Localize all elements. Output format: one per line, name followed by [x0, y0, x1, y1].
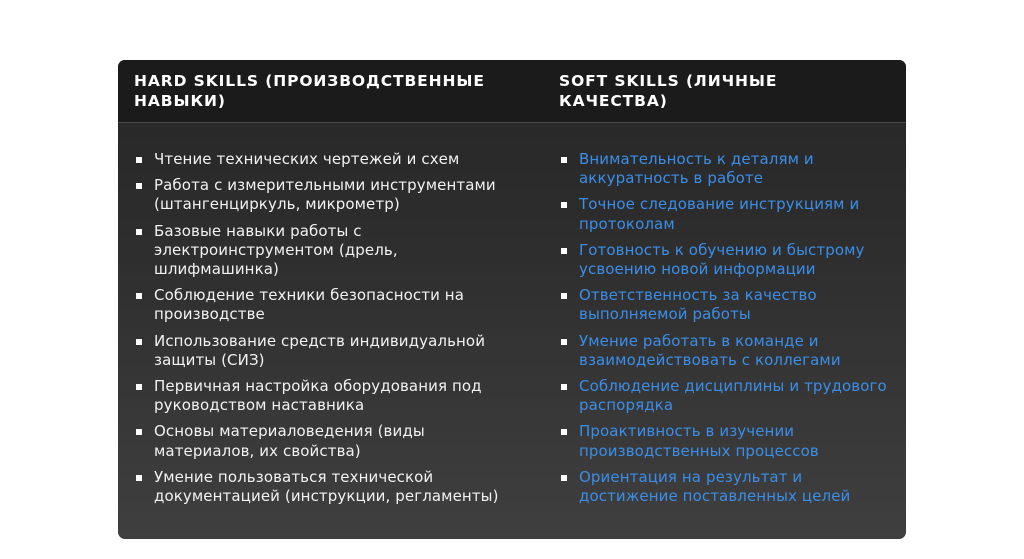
soft-skill-link[interactable]: Точное следование инструкциям и протоколам [579, 195, 860, 233]
soft-skill-item[interactable] [561, 150, 891, 188]
hard-skill-text: Умение пользоваться технической документацией (инструкции, регламенты) [154, 467, 499, 506]
hard-skill-text: Чтение технических чертежей и схем [154, 150, 460, 168]
square-bullet-icon [561, 475, 567, 481]
hard-skill-item [136, 332, 526, 370]
square-bullet-icon [561, 339, 567, 345]
soft-skill-link[interactable]: Ориентация на результат и достижение поставленных целей [579, 467, 851, 506]
square-bullet-icon [136, 429, 142, 435]
hard-skill-text: Работа с измерительными инструментами (штангенциркуль, микрометр) [154, 176, 496, 214]
hard-skill-text: Основы материаловедения (виды материалов, их свойства) [154, 422, 425, 460]
soft-skill-link[interactable]: Внимательность к деталям и аккуратность в работе [579, 150, 814, 188]
hard-skill-item [136, 222, 526, 280]
hard-skill-text: Базовые навыки работы с электроинструментом (дрель, шлифмашинка) [154, 221, 398, 279]
soft-skills-title: SOFT SKILLS (ЛИЧНЫЕ КАЧЕСТВА) [559, 72, 778, 110]
square-bullet-icon [136, 183, 142, 189]
soft-skill-item[interactable] [561, 332, 891, 370]
soft-skill-link[interactable]: Умение работать в команде и взаимодействовать с коллегами [579, 331, 841, 369]
square-bullet-icon [136, 475, 142, 481]
soft-skill-link[interactable]: Соблюдение дисциплины и трудового распорядка [579, 377, 887, 415]
hard-skill-item [136, 377, 526, 415]
hard-skills-list [136, 150, 526, 513]
skills-card [118, 60, 906, 539]
soft-skill-item[interactable] [561, 377, 891, 415]
square-bullet-icon [561, 429, 567, 435]
square-bullet-icon [136, 339, 142, 345]
soft-skill-link[interactable]: Ответственность за качество выполняемой работы [579, 286, 817, 324]
soft-skill-link[interactable]: Проактивность в изучении производственных процессов [579, 422, 819, 460]
soft-skill-link[interactable]: Готовность к обучению и быстрому усвоению новой информации [579, 240, 865, 279]
square-bullet-icon [561, 202, 567, 208]
square-bullet-icon [561, 248, 567, 254]
soft-skill-item[interactable] [561, 195, 891, 233]
hard-skills-title: HARD SKILLS (ПРОИЗВОДСТВЕННЫЕ НАВЫКИ) [134, 72, 485, 110]
hard-skill-text: Соблюдение техники безопасности на производстве [154, 286, 465, 324]
hard-skill-item [136, 286, 526, 324]
square-bullet-icon [136, 157, 142, 163]
soft-skill-item[interactable] [561, 286, 891, 324]
hard-skill-item [136, 176, 526, 214]
square-bullet-icon [136, 384, 142, 390]
soft-skill-item[interactable] [561, 241, 891, 279]
hard-skill-item [136, 468, 526, 506]
square-bullet-icon [136, 293, 142, 299]
soft-skill-item[interactable] [561, 468, 891, 506]
card-header [118, 60, 906, 123]
square-bullet-icon [561, 293, 567, 299]
hard-skill-item [136, 150, 526, 169]
soft-skills-list [561, 150, 891, 513]
soft-skill-item[interactable] [561, 422, 891, 460]
square-bullet-icon [561, 384, 567, 390]
square-bullet-icon [136, 229, 142, 235]
square-bullet-icon [561, 157, 567, 163]
hard-skill-item [136, 422, 526, 460]
hard-skill-text: Использование средств индивидуальной защиты (СИЗ) [154, 331, 486, 369]
hard-skill-text: Первичная настройка оборудования под руководством наставника [154, 377, 482, 415]
